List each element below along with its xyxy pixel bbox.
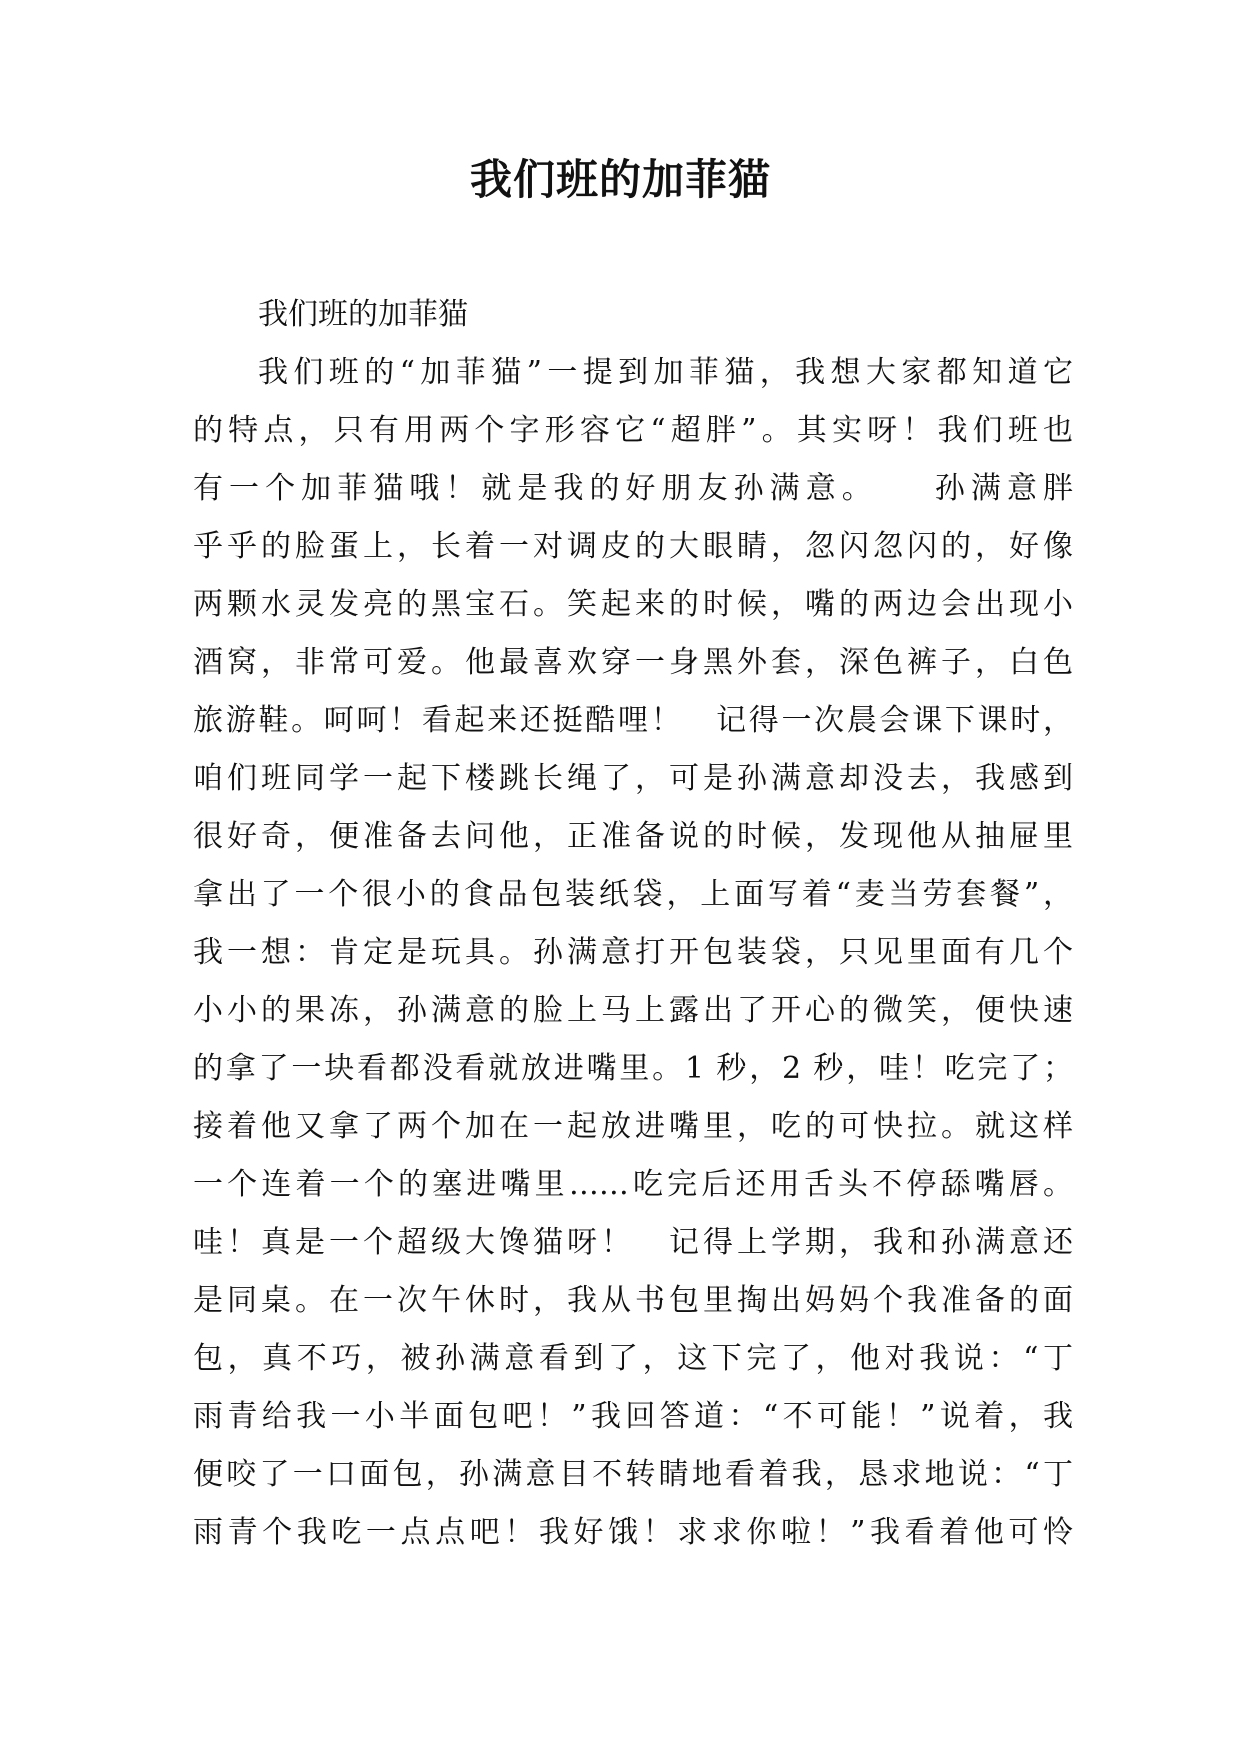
text-line: 便咬了一口面包，孙满意目不转睛地看着我，恳求地说：“丁: [193, 1457, 1073, 1492]
text-line: 小小的果冻，孙满意的脸上马上露出了开心的微笑，便快速: [193, 993, 1073, 1028]
text-line: 哇！真是一个超级大馋猫呀！ 记得上学期，我和孙满意还: [193, 1225, 1073, 1260]
text-line: 的拿了一块看都没看就放进嘴里。1 秒，2 秒，哇！吃完了；: [193, 1051, 1073, 1086]
text-line: 两颗水灵发亮的黑宝石。笑起来的时候，嘴的两边会出现小: [193, 587, 1073, 622]
text-line: 咱们班同学一起下楼跳长绳了，可是孙满意却没去，我感到: [193, 761, 1073, 796]
text-line: 旅游鞋。呵呵！看起来还挺酷哩！ 记得一次晨会课下课时，: [193, 703, 1073, 738]
text-line: 乎乎的脸蛋上，长着一对调皮的大眼睛，忽闪忽闪的，好像: [193, 529, 1073, 564]
document-body: [193, 286, 1073, 1562]
text-line: 酒窝，非常可爱。他最喜欢穿一身黑外套，深色裤子，白色: [193, 645, 1073, 680]
text-line: 雨青给我一小半面包吧！”我回答道：“不可能！”说着，我: [193, 1399, 1073, 1434]
text-line: 雨青个我吃一点点吧！我好饿！求求你啦！”我看着他可怜: [193, 1515, 1073, 1550]
text-line: 我们班的“加菲猫”一提到加菲猫，我想大家都知道它: [258, 355, 1073, 390]
paragraph-heading-line: 我们班的加菲猫: [258, 297, 468, 332]
document-title: 我们班的加菲猫: [469, 155, 771, 204]
text-line: 很好奇，便准备去问他，正准备说的时候，发现他从抽屉里: [193, 819, 1073, 854]
text-line: 包，真不巧，被孙满意看到了，这下完了，他对我说：“丁: [193, 1341, 1073, 1376]
text-line: 一个连着一个的塞进嘴里……吃完后还用舌头不停舔嘴唇。: [193, 1167, 1073, 1202]
text-line: 我一想：肯定是玩具。孙满意打开包装袋，只见里面有几个: [193, 935, 1073, 970]
text-line: 是同桌。在一次午休时，我从书包里掏出妈妈个我准备的面: [193, 1283, 1073, 1318]
text-line: 接着他又拿了两个加在一起放进嘴里，吃的可快拉。就这样: [193, 1109, 1073, 1144]
text-line: 拿出了一个很小的食品包装纸袋，上面写着“麦当劳套餐”，: [193, 877, 1073, 912]
text-line: 的特点，只有用两个字形容它“超胖”。其实呀！我们班也: [193, 413, 1073, 448]
text-line: 有一个加菲猫哦！就是我的好朋友孙满意。 孙满意胖: [193, 471, 1073, 506]
